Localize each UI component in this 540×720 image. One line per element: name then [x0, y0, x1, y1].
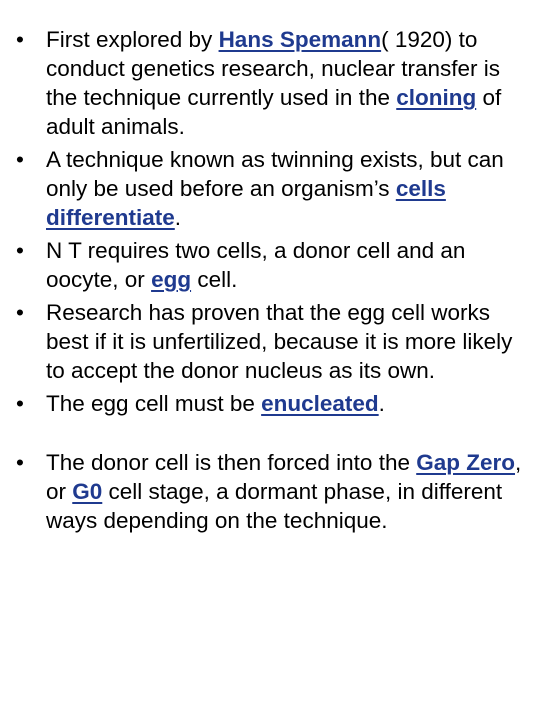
bullet-item	[14, 298, 524, 385]
bullet-text	[46, 450, 521, 533]
bullet-text	[46, 27, 501, 139]
link-g0[interactable]: G0	[72, 479, 103, 504]
bullet-list	[14, 25, 524, 539]
text-run: N T requires two cells, a donor cell and an oocyte, or	[46, 238, 466, 292]
text-run: .	[174, 205, 182, 230]
text-run: First explored by	[46, 27, 219, 52]
bullet-item	[14, 389, 524, 418]
bullet-marker: •	[16, 391, 24, 416]
bullet-marker: •	[16, 450, 24, 475]
link-egg[interactable]: egg	[151, 267, 192, 292]
bullet-item	[14, 25, 524, 141]
bullet-marker: •	[16, 27, 24, 52]
bullet-marker: •	[16, 238, 24, 263]
text-run: ( 1920) to conduct genetics research, nuclear transfer is the technique currently used in the	[46, 27, 500, 110]
link-hans-spemann[interactable]: Hans Spemann	[218, 27, 382, 52]
bullet-text	[46, 238, 465, 292]
bullet-item	[14, 448, 524, 535]
bullet-item	[14, 145, 524, 232]
link-enucleated[interactable]: enucleated	[261, 391, 379, 416]
link-cloning[interactable]: cloning	[396, 85, 477, 110]
bullet-text	[46, 391, 385, 416]
bullet-item	[14, 236, 524, 294]
text-run: cell stage, a dormant phase, in different ways depending on the technique.	[46, 479, 503, 533]
text-run: A technique known as twinning exists, but can only be used before an organism’s	[46, 147, 504, 201]
link-gap-zero[interactable]: Gap Zero	[416, 450, 515, 475]
text-run: The donor cell is then forced into the	[46, 450, 417, 475]
bullet-marker: •	[16, 300, 24, 325]
bullet-text	[46, 147, 504, 230]
bullet-marker: •	[16, 147, 24, 172]
text-run: , or	[46, 450, 522, 504]
link-cells[interactable]: cells	[395, 176, 446, 201]
text-run: The egg cell must be	[46, 391, 262, 416]
text-run: of adult animals.	[46, 85, 502, 139]
link-differentiate[interactable]: differentiate	[46, 205, 175, 230]
text-run: Research has proven that the egg cell works best if it is unfertilized, because it is more likely to accept the donor nucleus as its own.	[46, 300, 513, 383]
bullet-text	[46, 300, 512, 383]
text-run: .	[378, 391, 385, 416]
text-run: cell.	[191, 267, 238, 292]
